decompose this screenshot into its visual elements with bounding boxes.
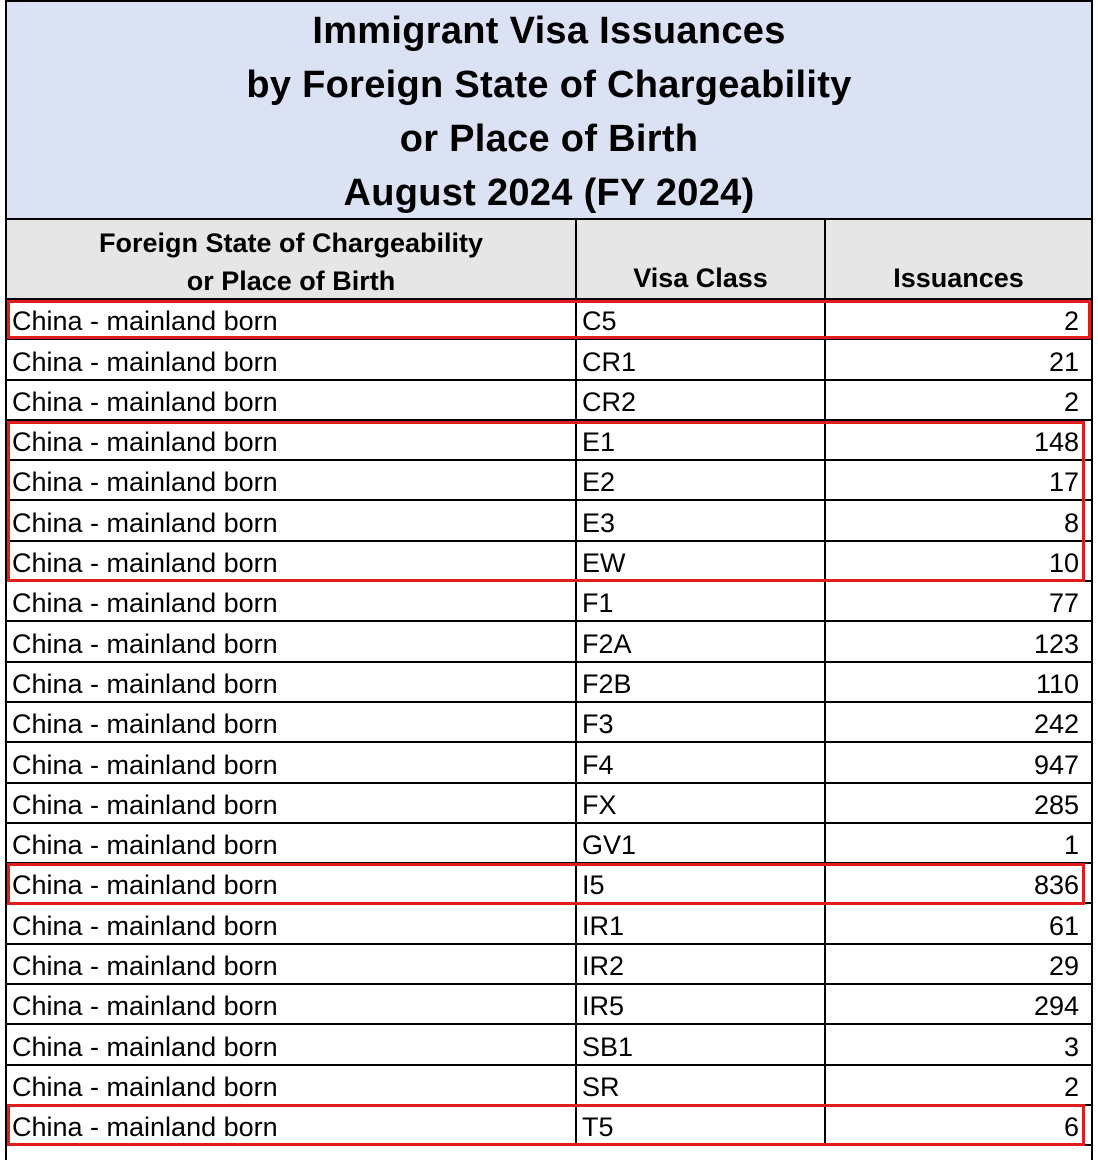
row-issuances-cell: 77 (826, 582, 1093, 622)
row-issuances-cell: 21 (826, 340, 1093, 380)
row-country-cell: China - mainland born (5, 1025, 577, 1065)
row-country-cell: China - mainland born (5, 743, 577, 783)
row-country-cell: China - mainland born (5, 542, 577, 582)
row-country-cell: China - mainland born (5, 864, 577, 904)
row-issuances-cell: 1 (826, 824, 1093, 864)
row-country-cell: China - mainland born (5, 622, 577, 662)
row-issuances-cell: 294 (826, 985, 1093, 1025)
row-visa-class-cell: F1 (577, 582, 826, 622)
row-country-cell: China - mainland born (5, 663, 577, 703)
row-issuances-cell: 110 (826, 663, 1093, 703)
row-country-cell: China - mainland born (5, 501, 577, 541)
row-visa-class-cell: E2 (577, 461, 826, 501)
row-country-cell: China - mainland born (5, 582, 577, 622)
table-row (5, 985, 1093, 1025)
table-row (5, 300, 1093, 340)
row-country-cell: China - mainland born (5, 945, 577, 985)
table-row (5, 864, 1093, 904)
row-visa-class-cell: F2B (577, 663, 826, 703)
table-row (5, 743, 1093, 783)
table-row (5, 381, 1093, 421)
row-issuances-cell: 6 (826, 1106, 1093, 1146)
row-country-cell: China - mainland born (5, 1106, 577, 1146)
row-visa-class-cell: E3 (577, 501, 826, 541)
row-country-cell: China - mainland born (5, 1066, 577, 1106)
row-issuances-cell: 8 (826, 501, 1093, 541)
title-line-1: Immigrant Visa Issuances (312, 10, 786, 52)
table-row (5, 1106, 1093, 1146)
row-issuances-cell: 123 (826, 622, 1093, 662)
row-issuances-cell: 17 (826, 461, 1093, 501)
title-line-4: August 2024 (FY 2024) (343, 172, 755, 214)
table-body (5, 300, 1093, 1146)
row-issuances-cell: 2 (826, 1066, 1093, 1106)
column-header-issuances (826, 220, 1093, 300)
row-country-cell: China - mainland born (5, 461, 577, 501)
row-issuances-cell: 2 (826, 300, 1093, 340)
row-visa-class-cell: SB1 (577, 1025, 826, 1065)
row-visa-class-cell: IR1 (577, 904, 826, 944)
table-row (5, 1025, 1093, 1065)
row-country-cell: China - mainland born (5, 421, 577, 461)
column-header-country (5, 220, 577, 300)
row-issuances-cell: 29 (826, 945, 1093, 985)
title-line-3: or Place of Birth (399, 118, 699, 160)
row-visa-class-cell: T5 (577, 1106, 826, 1146)
table-row (5, 622, 1093, 662)
table-row (5, 501, 1093, 541)
row-issuances-cell: 285 (826, 784, 1093, 824)
column-header-country-line-2: or Place of Birth (186, 266, 396, 296)
table-row (5, 542, 1093, 582)
row-visa-class-cell: GV1 (577, 824, 826, 864)
row-issuances-cell: 61 (826, 904, 1093, 944)
row-visa-class-cell: IR5 (577, 985, 826, 1025)
row-issuances-cell: 836 (826, 864, 1093, 904)
table-row (5, 945, 1093, 985)
table-row (5, 824, 1093, 864)
table-title (5, 0, 1093, 220)
title-line-2: by Foreign State of Chargeability (246, 64, 852, 106)
row-issuances-cell: 148 (826, 421, 1093, 461)
table-row (5, 421, 1093, 461)
row-visa-class-cell: E1 (577, 421, 826, 461)
row-country-cell: China - mainland born (5, 985, 577, 1025)
row-issuances-cell: 2 (826, 381, 1093, 421)
column-header-visa-class-label: Visa Class (633, 263, 768, 293)
column-header-issuances-label: Issuances (893, 263, 1024, 293)
table-row (5, 340, 1093, 380)
row-visa-class-cell: F2A (577, 622, 826, 662)
column-header-visa-class (577, 220, 826, 300)
row-visa-class-cell: C5 (577, 300, 826, 340)
row-country-cell: China - mainland born (5, 703, 577, 743)
column-header-country-line-1: Foreign State of Chargeability (98, 228, 484, 258)
row-country-cell: China - mainland born (5, 300, 577, 340)
table-row (5, 461, 1093, 501)
row-visa-class-cell: I5 (577, 864, 826, 904)
row-visa-class-cell: CR1 (577, 340, 826, 380)
row-visa-class-cell: EW (577, 542, 826, 582)
row-issuances-cell: 10 (826, 542, 1093, 582)
row-visa-class-cell: SR (577, 1066, 826, 1106)
row-country-cell: China - mainland born (5, 340, 577, 380)
table-row (5, 784, 1093, 824)
table-row (5, 582, 1093, 622)
row-issuances-cell: 947 (826, 743, 1093, 783)
table-row (5, 1066, 1093, 1106)
row-country-cell: China - mainland born (5, 381, 577, 421)
row-country-cell: China - mainland born (5, 784, 577, 824)
row-issuances-cell: 3 (826, 1025, 1093, 1065)
table-row (5, 703, 1093, 743)
row-country-cell: China - mainland born (5, 904, 577, 944)
row-visa-class-cell: IR2 (577, 945, 826, 985)
row-visa-class-cell: CR2 (577, 381, 826, 421)
table-row (5, 904, 1093, 944)
table-row (5, 663, 1093, 703)
row-issuances-cell: 242 (826, 703, 1093, 743)
row-visa-class-cell: F4 (577, 743, 826, 783)
row-visa-class-cell: FX (577, 784, 826, 824)
row-visa-class-cell: F3 (577, 703, 826, 743)
row-country-cell: China - mainland born (5, 824, 577, 864)
